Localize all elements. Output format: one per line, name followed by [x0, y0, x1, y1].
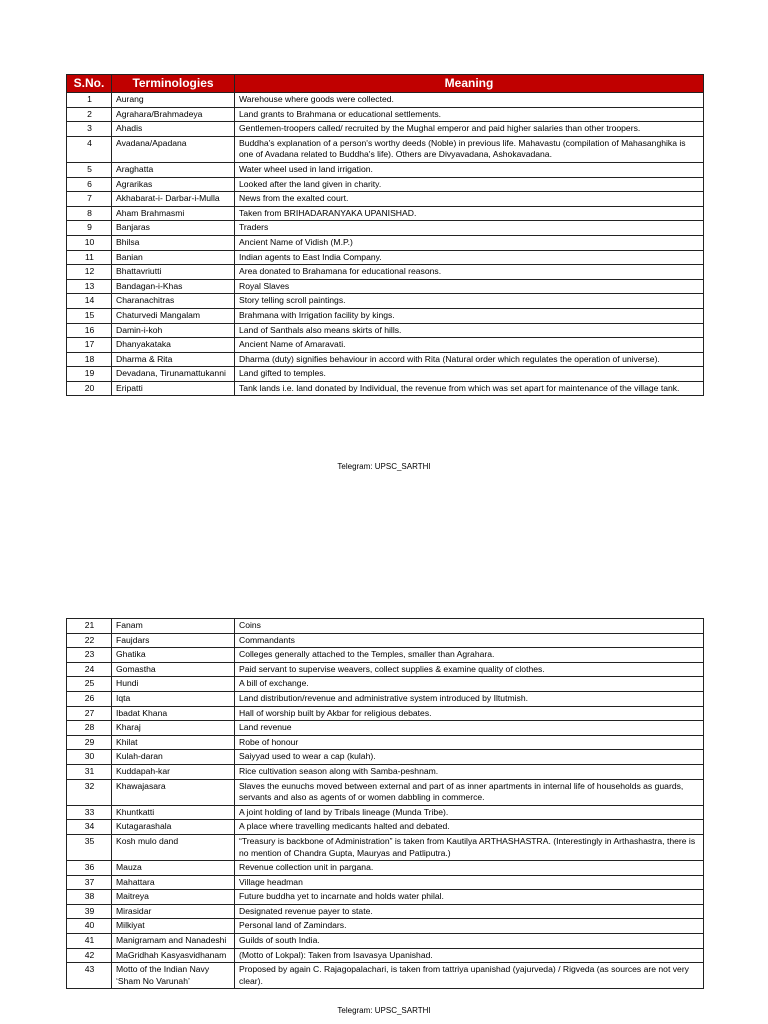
row-term: Faujdars — [112, 633, 235, 648]
row-term: Mirasidar — [112, 904, 235, 919]
row-sno: 12 — [67, 265, 112, 280]
row-sno: 40 — [67, 919, 112, 934]
row-sno: 1 — [67, 93, 112, 108]
row-sno: 24 — [67, 662, 112, 677]
table-row — [67, 338, 704, 353]
row-term: Manigramam and Nanadeshi — [112, 934, 235, 949]
row-term: Eripatti — [112, 381, 235, 396]
row-sno: 35 — [67, 834, 112, 860]
header-sno: S.No. — [67, 75, 112, 93]
row-meaning: A bill of exchange. — [235, 677, 704, 692]
row-term: Araghatta — [112, 162, 235, 177]
row-term: Ibadat Khana — [112, 706, 235, 721]
row-term: Dhanyakataka — [112, 338, 235, 353]
row-sno: 11 — [67, 250, 112, 265]
row-sno: 25 — [67, 677, 112, 692]
row-sno: 23 — [67, 648, 112, 663]
table-row — [67, 706, 704, 721]
table-row — [67, 619, 704, 634]
row-term: Hundi — [112, 677, 235, 692]
table-row — [67, 919, 704, 934]
row-meaning: Slaves the eunuchs moved between external and part of as inner apartments in internal life of households as guards, servants and also as agents of or women dabbling in commerce. — [235, 779, 704, 805]
terminology-table-part2 — [66, 618, 704, 989]
table-row — [67, 948, 704, 963]
table-row — [67, 206, 704, 221]
row-meaning: Dharma (duty) signifies behaviour in accord with Rita (Natural order which regulates the operation of universe). — [235, 352, 704, 367]
row-term: Agrarikas — [112, 177, 235, 192]
row-term: Kosh mulo dand — [112, 834, 235, 860]
row-sno: 26 — [67, 691, 112, 706]
row-term: Agrahara/Brahmadeya — [112, 107, 235, 122]
table-row — [67, 381, 704, 396]
row-sno: 39 — [67, 904, 112, 919]
row-sno: 30 — [67, 750, 112, 765]
table-row — [67, 764, 704, 779]
row-term: Kutagarashala — [112, 820, 235, 835]
row-term: Ghatika — [112, 648, 235, 663]
row-meaning: Story telling scroll paintings. — [235, 294, 704, 309]
row-meaning: Proposed by again C. Rajagopalachari, is taken from tattriya upanishad (yajurveda) / Rigveda (as sources are not very clear). — [235, 963, 704, 989]
row-meaning: “Treasury is backbone of Administration” is taken from Kautilya ARTHASHASTRA. (Interestingly in Arthashastra, there is no mention of Chandra Gupta, Mauryas and Patliputra.) — [235, 834, 704, 860]
table-body-part1 — [67, 93, 704, 396]
table-row — [67, 805, 704, 820]
table-row — [67, 875, 704, 890]
table-row — [67, 890, 704, 905]
row-sno: 31 — [67, 764, 112, 779]
row-meaning: Taken from BRIHADARANYAKA UPANISHAD. — [235, 206, 704, 221]
row-meaning: Coins — [235, 619, 704, 634]
table-row — [67, 934, 704, 949]
table-row — [67, 279, 704, 294]
row-sno: 10 — [67, 235, 112, 250]
terminology-table-part1 — [66, 74, 704, 396]
table-row — [67, 136, 704, 162]
table-row — [67, 648, 704, 663]
row-meaning: Village headman — [235, 875, 704, 890]
row-sno: 14 — [67, 294, 112, 309]
row-sno: 3 — [67, 122, 112, 137]
telegram-footer: Telegram: UPSC_SARTHI — [337, 462, 431, 471]
row-meaning: Gentlemen-troopers called/ recruited by the Mughal emperor and paid higher salaries than other troopers. — [235, 122, 704, 137]
row-sno: 19 — [67, 367, 112, 382]
header-terminologies: Terminologies — [112, 75, 235, 93]
table-row — [67, 691, 704, 706]
row-term: Khuntkatti — [112, 805, 235, 820]
row-meaning: Personal land of Zamindars. — [235, 919, 704, 934]
row-meaning: Warehouse where goods were collected. — [235, 93, 704, 108]
row-meaning: Rice cultivation season along with Samba-peshnam. — [235, 764, 704, 779]
row-meaning: Tank lands i.e. land donated by Individual, the revenue from which was set apart for maintenance of the village tank. — [235, 381, 704, 396]
table-row — [67, 820, 704, 835]
row-meaning: Land grants to Brahmana or educational settlements. — [235, 107, 704, 122]
row-meaning: Ancient Name of Amaravati. — [235, 338, 704, 353]
row-term: Khilat — [112, 735, 235, 750]
row-sno: 43 — [67, 963, 112, 989]
row-meaning: Water wheel used in land irrigation. — [235, 162, 704, 177]
row-sno: 21 — [67, 619, 112, 634]
row-sno: 27 — [67, 706, 112, 721]
table-row — [67, 352, 704, 367]
row-meaning: Hall of worship built by Akbar for religious debates. — [235, 706, 704, 721]
row-meaning: Buddha's explanation of a person's worthy deeds (Noble) in previous life. Mahavastu (compilation of Mahasanghika is one of Avadana related to Buddha's life). Others are Divyavadana, Ashokavadana. — [235, 136, 704, 162]
table-row — [67, 235, 704, 250]
row-meaning: Traders — [235, 221, 704, 236]
row-term: Dharma & Rita — [112, 352, 235, 367]
row-sno: 13 — [67, 279, 112, 294]
row-sno: 4 — [67, 136, 112, 162]
table-row — [67, 834, 704, 860]
table-row — [67, 904, 704, 919]
row-term: Kuddapah-kar — [112, 764, 235, 779]
table-row — [67, 735, 704, 750]
table-row — [67, 750, 704, 765]
row-meaning: A joint holding of land by Tribals lineage (Munda Tribe). — [235, 805, 704, 820]
table-row — [67, 192, 704, 207]
row-term: Damin-i-koh — [112, 323, 235, 338]
row-sno: 28 — [67, 721, 112, 736]
row-term: Mahattara — [112, 875, 235, 890]
telegram-footer: Telegram: UPSC_SARTHI — [337, 1006, 431, 1015]
row-sno: 20 — [67, 381, 112, 396]
table-row — [67, 93, 704, 108]
row-sno: 42 — [67, 948, 112, 963]
row-sno: 8 — [67, 206, 112, 221]
row-term: Mauza — [112, 861, 235, 876]
row-meaning: Royal Slaves — [235, 279, 704, 294]
row-meaning: Land distribution/revenue and administrative system introduced by Iltutmish. — [235, 691, 704, 706]
row-meaning: Designated revenue payer to state. — [235, 904, 704, 919]
row-sno: 29 — [67, 735, 112, 750]
table-row — [67, 367, 704, 382]
row-sno: 15 — [67, 308, 112, 323]
table-row — [67, 162, 704, 177]
table-row — [67, 963, 704, 989]
row-sno: 41 — [67, 934, 112, 949]
row-meaning: Indian agents to East India Company. — [235, 250, 704, 265]
row-term: Motto of the Indian Navy ‘Sham No Varunah’ — [112, 963, 235, 989]
row-meaning: Looked after the land given in charity. — [235, 177, 704, 192]
table-row — [67, 177, 704, 192]
table-row — [67, 308, 704, 323]
row-sno: 16 — [67, 323, 112, 338]
row-sno: 36 — [67, 861, 112, 876]
row-sno: 17 — [67, 338, 112, 353]
table-row — [67, 779, 704, 805]
row-term: Avadana/Apadana — [112, 136, 235, 162]
row-meaning: Land revenue — [235, 721, 704, 736]
row-sno: 22 — [67, 633, 112, 648]
row-sno: 38 — [67, 890, 112, 905]
row-meaning: Robe of honour — [235, 735, 704, 750]
table-row — [67, 294, 704, 309]
row-term: Ahadis — [112, 122, 235, 137]
row-meaning: Commandants — [235, 633, 704, 648]
row-term: Milkiyat — [112, 919, 235, 934]
row-meaning: Ancient Name of Vidish (M.P.) — [235, 235, 704, 250]
row-term: Gomastha — [112, 662, 235, 677]
row-sno: 33 — [67, 805, 112, 820]
row-sno: 18 — [67, 352, 112, 367]
table-header-row — [67, 75, 704, 93]
row-meaning: Land gifted to temples. — [235, 367, 704, 382]
table-row — [67, 221, 704, 236]
row-sno: 2 — [67, 107, 112, 122]
row-term: Bhilsa — [112, 235, 235, 250]
row-meaning: Colleges generally attached to the Temples, smaller than Agrahara. — [235, 648, 704, 663]
table-row — [67, 265, 704, 280]
table-row — [67, 677, 704, 692]
row-term: Maitreya — [112, 890, 235, 905]
row-term: Chaturvedi Mangalam — [112, 308, 235, 323]
table-body-part2 — [67, 619, 704, 989]
row-term: Iqta — [112, 691, 235, 706]
row-meaning: Saiyyad used to wear a cap (kulah). — [235, 750, 704, 765]
row-sno: 6 — [67, 177, 112, 192]
table-row — [67, 323, 704, 338]
table-row — [67, 721, 704, 736]
table-row — [67, 122, 704, 137]
row-meaning: Revenue collection unit in pargana. — [235, 861, 704, 876]
row-meaning: A place where travelling medicants halted and debated. — [235, 820, 704, 835]
row-sno: 32 — [67, 779, 112, 805]
table-row — [67, 633, 704, 648]
row-sno: 9 — [67, 221, 112, 236]
row-meaning: Land of Santhals also means skirts of hills. — [235, 323, 704, 338]
row-term: Banian — [112, 250, 235, 265]
table-row — [67, 107, 704, 122]
table-row — [67, 861, 704, 876]
row-term: Kharaj — [112, 721, 235, 736]
row-term: Akhabarat-i- Darbar-i-Mulla — [112, 192, 235, 207]
row-term: Bhattavriutti — [112, 265, 235, 280]
row-term: Bandagan-i-Khas — [112, 279, 235, 294]
row-term: Devadana, Tirunamattukanni — [112, 367, 235, 382]
row-sno: 7 — [67, 192, 112, 207]
row-meaning: Area donated to Brahamana for educational reasons. — [235, 265, 704, 280]
row-meaning: Brahmana with Irrigation facility by kings. — [235, 308, 704, 323]
table-row — [67, 662, 704, 677]
table-row — [67, 250, 704, 265]
row-term: Fanam — [112, 619, 235, 634]
row-sno: 34 — [67, 820, 112, 835]
header-meaning: Meaning — [235, 75, 704, 93]
row-sno: 37 — [67, 875, 112, 890]
row-meaning: Future buddha yet to incarnate and holds water philal. — [235, 890, 704, 905]
row-term: Khawajasara — [112, 779, 235, 805]
row-term: Aurang — [112, 93, 235, 108]
row-meaning: News from the exalted court. — [235, 192, 704, 207]
row-sno: 5 — [67, 162, 112, 177]
row-term: Charanachitras — [112, 294, 235, 309]
row-meaning: Paid servant to supervise weavers, collect supplies & examine quality of clothes. — [235, 662, 704, 677]
row-term: Kulah-daran — [112, 750, 235, 765]
row-term: Banjaras — [112, 221, 235, 236]
row-meaning: Guilds of south India. — [235, 934, 704, 949]
row-term: MaGridhah Kasyasvidhanam — [112, 948, 235, 963]
row-term: Aham Brahmasmi — [112, 206, 235, 221]
row-meaning: (Motto of Lokpal): Taken from Isavasya Upanishad. — [235, 948, 704, 963]
